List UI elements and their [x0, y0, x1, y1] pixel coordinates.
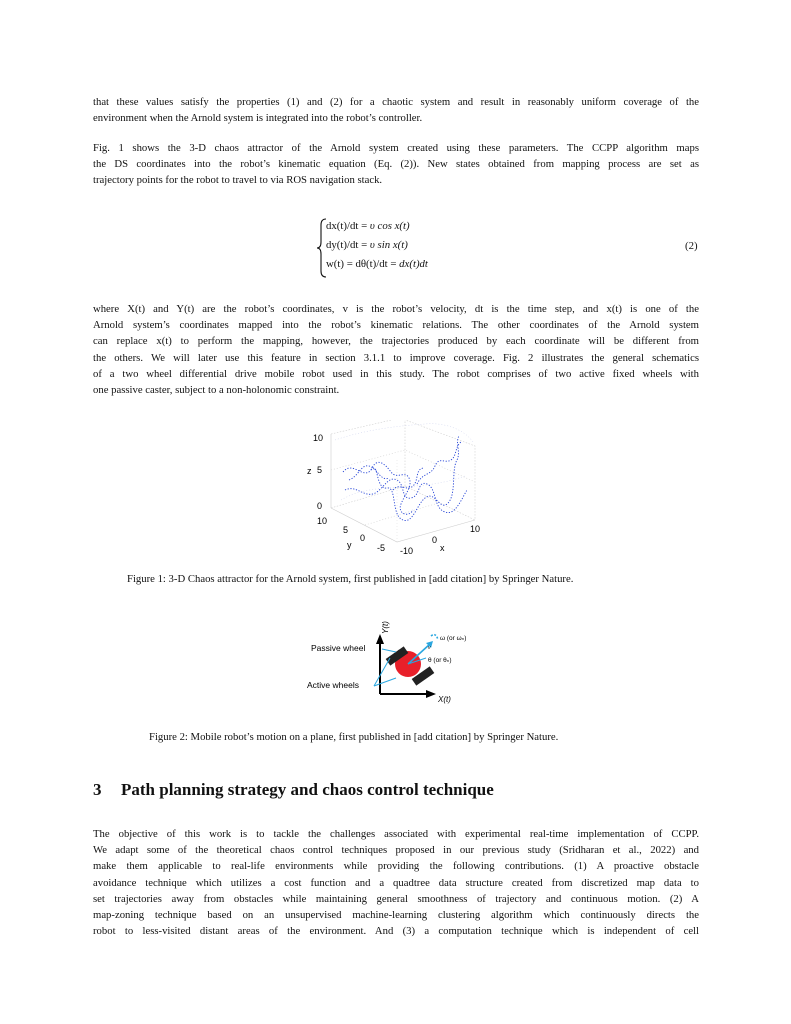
text-line: We adapt some of the theoretical chaos control techniques proposed in our previous study (Sridharan et al., 2022) and — [93, 844, 699, 857]
passive-wheel-label: Passive wheel — [311, 643, 366, 653]
x-tick-label: 10 — [470, 524, 481, 534]
equation-2 — [316, 217, 716, 279]
velocity-label: v — [428, 645, 431, 651]
equation-rhs: dx(t)dt — [399, 258, 428, 270]
text-line: environment when the Arnold system is integrated into the robot’s controller. — [93, 112, 423, 125]
y-tick-label: 0 — [360, 533, 366, 543]
paragraph-2 — [93, 140, 699, 189]
x-axis-arrow-icon — [426, 690, 436, 698]
paragraph-3 — [93, 301, 699, 398]
text-line: of a two wheel differential drive mobile robot used in this study. The robot comprises of two active fixed wheels with — [93, 367, 699, 380]
y-axis-label: Y(t) — [381, 621, 390, 634]
text-line: trajectory points for the robot to travel to via ROS navigation stack. — [93, 174, 383, 187]
paragraph-4 — [93, 826, 699, 939]
figure-2-robot-schematic — [300, 612, 520, 708]
y-tick-label: 10 — [317, 516, 328, 526]
z-tick-label: 0 — [317, 501, 323, 511]
active-wheels-label: Active wheels — [307, 680, 359, 690]
figure-1-attractor-plot — [305, 420, 495, 560]
z-tick-label: 5 — [317, 465, 323, 475]
equation-equals: = — [361, 239, 368, 251]
equation-equals: = dθ(t)/dt = — [346, 258, 397, 270]
text-line: map-zoning technique based on an unsupervised machine-learning clustering algorithm which continuously directs the — [93, 909, 699, 922]
text-line: set trajectories away from obstacles while maintaining general smoothness of trajectory and continuous motion. (2) A — [93, 892, 699, 905]
text-line: can replace x(t) to perform the mapping, however, the trajectories produced by each coordinate will be different from — [93, 335, 699, 348]
equation-lhs: dy(t)/dt — [326, 239, 359, 251]
x-tick-label: 0 — [432, 535, 438, 545]
section-number: 3 — [93, 780, 102, 799]
text-line: the DS coordinates into the robot’s kinematic equation (Eq. (2)). New states obtained from mapping process are set as — [93, 158, 699, 171]
text-line: make them applicable to real-life environments while providing the following contributions. (1) A proactive obstacle — [93, 860, 699, 873]
text-line: Fig. 1 shows the 3-D chaos attractor of the Arnold system created using these parameters. The CCPP algorithm maps — [93, 142, 699, 154]
equation-lhs: w(t) — [326, 258, 344, 270]
text-line: that these values satisfy the properties (1) and (2) for a chaotic system and result in reasonably uniform coverage of the — [93, 96, 699, 108]
text-line: Arnold system’s coordinates mapped into the robot’s kinematic relations. The other coordinates of the Arnold system — [93, 319, 699, 332]
omega-label: ω (or ωₙ) — [440, 635, 467, 642]
equation-row — [326, 239, 408, 251]
equation-rhs: υ sin x(t) — [369, 239, 408, 251]
paragraph-1 — [93, 94, 699, 126]
plot-box — [331, 420, 475, 542]
x-axis-label: X(t) — [438, 695, 451, 704]
y-tick-label: -5 — [377, 543, 386, 553]
z-axis-label: z — [307, 466, 312, 476]
x-axis-label: x — [440, 543, 445, 553]
equation-lhs: dx(t)/dt — [326, 220, 359, 232]
text-line: avoidance technique which utilizes a cost function and a quadtree data structure created from discretized map data to — [93, 876, 699, 889]
section-heading — [93, 780, 494, 800]
text-line: one passive caster, subject to a non-holonomic constraint. — [93, 384, 340, 397]
figure-2-caption: Figure 2: Mobile robot’s motion on a plane, first published in [add citation] by Springer Nature. — [149, 731, 559, 743]
y-axis-arrow-icon — [376, 634, 384, 644]
section-title: Path planning strategy and chaos control technique — [121, 780, 494, 799]
text-line: robot to less-visited distant areas of the environment. And (3) a computation technique which is independent of cell — [93, 925, 699, 938]
y-axis-label: y — [347, 540, 352, 550]
equation-equals: = — [361, 220, 368, 232]
text-line: where X(t) and Y(t) are the robot’s coordinates, v is the robot’s velocity, dt is the time step, and x(t) is one of the — [93, 303, 699, 315]
equation-row — [326, 258, 428, 270]
z-tick-label: 10 — [313, 433, 324, 443]
passive-caster — [398, 650, 403, 655]
x-tick-label: -10 — [400, 546, 414, 556]
theta-label: θ (or θₙ) — [428, 657, 452, 664]
attractor-faint-trajectory — [335, 424, 473, 500]
equation-row — [326, 220, 410, 232]
equation-rhs: υ cos x(t) — [369, 220, 410, 232]
y-tick-label: 5 — [343, 525, 349, 535]
text-line: The objective of this work is to tackle the challenges associated with experimental real-time implementation of CCPP. — [93, 828, 699, 840]
figure-1-caption: Figure 1: 3-D Chaos attractor for the Arnold system, first published in [add citation] by Springer Nature. — [127, 573, 574, 585]
text-line: the others. We will later use this feature in section 3.1.1 to improve coverage. Fig. 2 illustrates the general schematics — [93, 351, 699, 364]
equation-number: (2) — [685, 240, 698, 252]
